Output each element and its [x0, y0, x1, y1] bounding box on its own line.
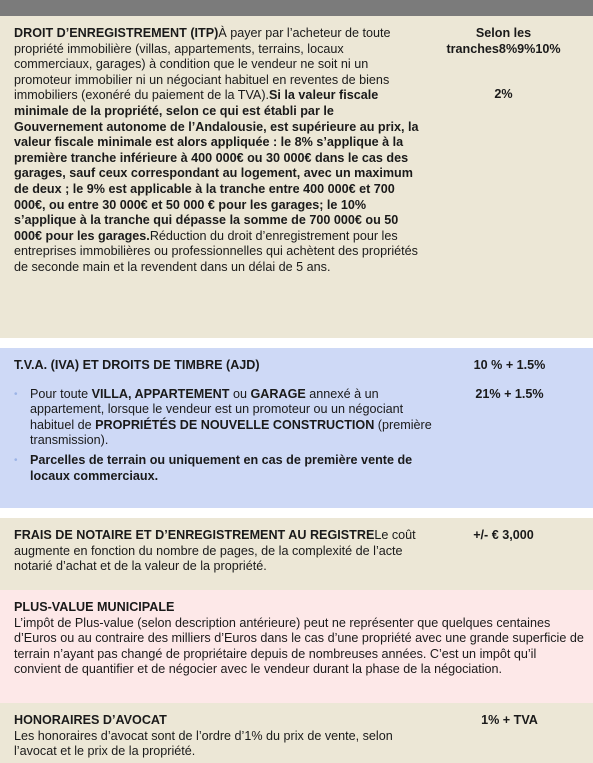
itp-intro: À payer par l’acheteur de toute propriété immobilière (villas, appartements, terrains, locaux commerciaux, garages) à condition que le vendeur ne soit ni un promoteur immobilier ni un négociant habituel en reventes de biens immobiliers (exonéré du paiement de la TVA).: [14, 26, 391, 103]
row-avocat: [0, 703, 593, 763]
row-gap: [0, 338, 593, 348]
itp-tail: Réduction du droit d’enregistrement pour les entreprises immobilières ou professionnelles qui achètent des propriétés de seconde main et la revendent dans un délai de 5 ans.: [14, 228, 418, 274]
avocat-description: [0, 713, 432, 763]
iva-list: [14, 387, 432, 485]
notaire-description: [0, 528, 420, 590]
itp-description: [0, 26, 420, 338]
bullet-icon: •: [14, 454, 18, 466]
iva-item1-bold: GARAGE: [250, 386, 306, 401]
iva-item1-text: (première transmission).: [30, 417, 432, 448]
itp-bold-text: Si la valeur fiscale minimale de la propriété, selon ce qui est établi par le Gouvernement autonome de l’Andalousie, est supérieure au prix, la valeur fiscale minimale est alors appliquée : le 8% s’applique à la première tranche inférieure à 400 000€ ou 30 000€ dans le cas des garages, sauf ceux correspondant au logement, avec un maximum de deux ; le 9% est applicable à la tranche entre 400 000€ et 700 000€, ou entre 30 000€ et 50 000 € pour les garages; le 10% s’applique à la tranche qui dépasse la somme de 700 000€ ou 50 000€ pour les garages.: [14, 88, 419, 243]
plus-value-title: PLUS-VALUE MUNICIPALE: [14, 600, 175, 614]
list-item: [14, 452, 432, 484]
iva-description: [0, 358, 432, 508]
iva-item1-bold: PROPRIÉTÉS DE NOUVELLE CONSTRUCTION: [95, 417, 375, 432]
bullet-icon: •: [14, 388, 18, 400]
itp-value-tranches: Selon les tranches8%9%10%: [446, 26, 561, 56]
itp-values: [420, 26, 593, 338]
itp-title: DROIT D’ENREGISTREMENT (ITP): [14, 26, 219, 40]
row-notaire: [0, 518, 593, 590]
iva-value-2: 21% + 1.5%: [475, 386, 544, 401]
row-plus-value: [0, 590, 593, 703]
iva-item1-text: ou: [229, 386, 251, 401]
notaire-value: +/- € 3,000: [473, 528, 534, 542]
iva-item1-text: Pour toute: [30, 386, 92, 401]
itp-value-2: 2%: [494, 87, 513, 102]
iva-value-1: 10 % + 1.5%: [473, 358, 546, 372]
iva-item1-bold: VILLA, APPARTEMENT: [91, 386, 230, 401]
avocat-value: 1% + TVA: [481, 713, 538, 727]
iva-title: T.V.A. (IVA) ET DROITS DE TIMBRE (AJD): [14, 358, 260, 372]
top-bar: [0, 0, 593, 16]
list-item: [14, 386, 432, 449]
iva-item2-text: Parcelles de terrain ou uniquement en cas de première vente de locaux commerciaux.: [30, 452, 413, 483]
iva-item1-text: annexé à un appartement, lorsque le vendeur est un promoteur ou un négociant habituel de: [30, 386, 404, 432]
iva-values: [432, 358, 593, 508]
row-gap: [0, 508, 593, 518]
plus-value-text: L’impôt de Plus-value (selon description antérieure) peut ne représenter que quelques centaines d’Euros ou au contraire des milliers d’Euros dans le cas d’une propriété avec une grande superficie de terrain n’ayant pas changé de propriétaire depuis de nombreuses années. C’est un impôt qu’il convient de quantifier et de négocier avec le vendeur durant la phase de la négociation.: [14, 615, 584, 677]
row-iva: [0, 348, 593, 508]
notaire-title: FRAIS DE NOTAIRE ET D’ENREGISTREMENT AU REGISTRE: [14, 528, 375, 542]
row-itp: [0, 16, 593, 338]
notaire-text: Le coût augmente en fonction du nombre de pages, de la complexité de l’acte notarié d’achat et de la valeur de la propriété.: [14, 528, 416, 574]
avocat-title: HONORAIRES D’AVOCAT: [14, 713, 167, 727]
avocat-text: Les honoraires d’avocat sont de l’ordre d’1% du prix de vente, selon l’avocat et le prix de la propriété.: [14, 728, 393, 759]
